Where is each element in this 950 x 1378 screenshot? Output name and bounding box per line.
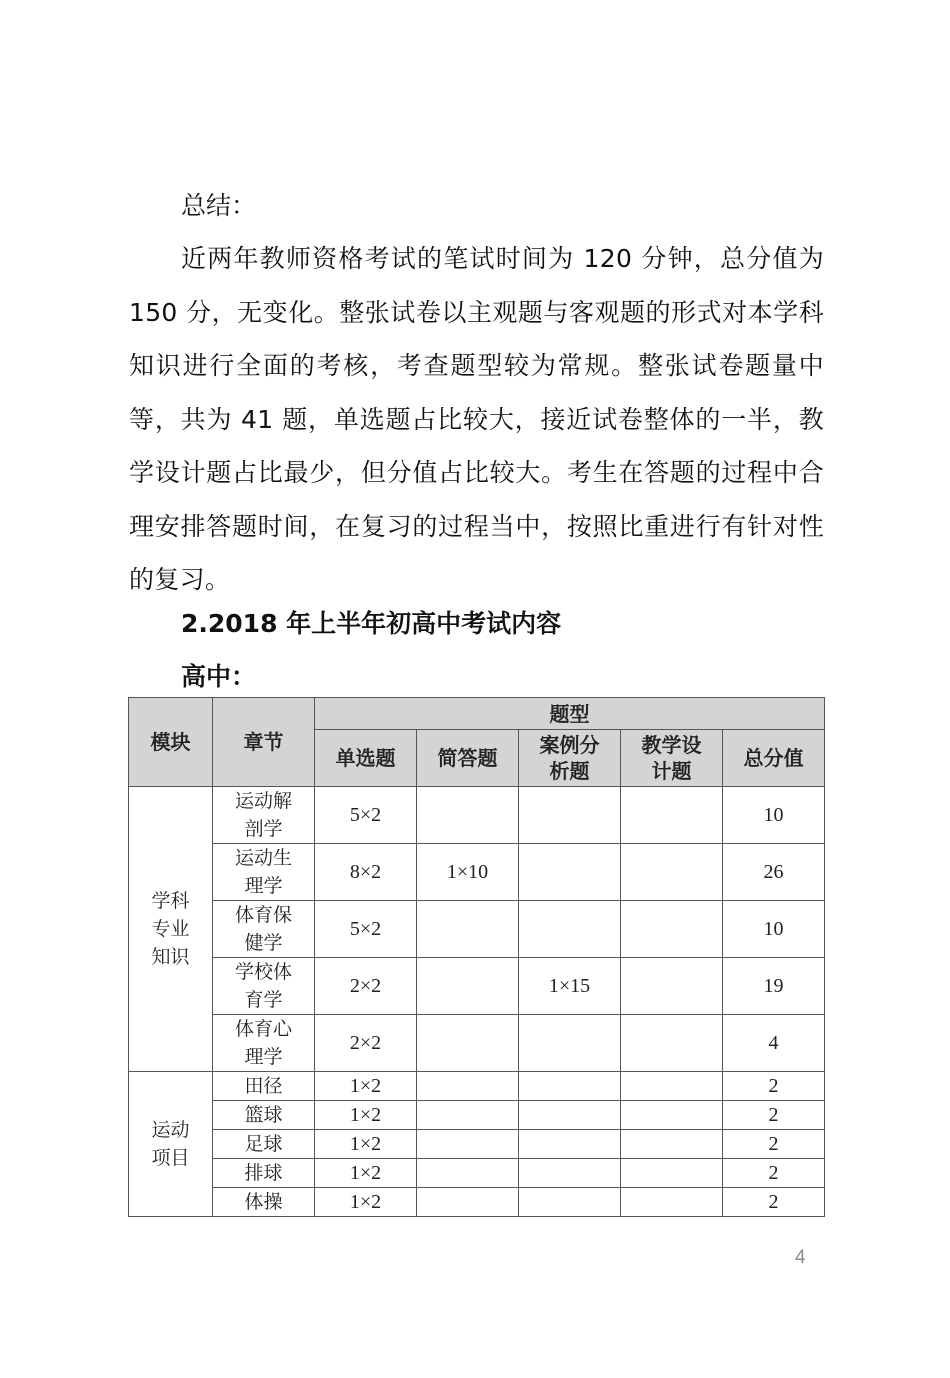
chapter-cell: 体操 bbox=[213, 1188, 315, 1217]
chapter-text: 体育心理学 bbox=[234, 1018, 292, 1068]
teaching-design-cell bbox=[621, 1072, 723, 1101]
case-analysis-cell bbox=[519, 901, 621, 958]
total-cell: 4 bbox=[723, 1015, 825, 1072]
sub-title: 高中： bbox=[181, 662, 257, 691]
summary-label: 总结： bbox=[181, 191, 257, 220]
chapter-text: 体育保健学 bbox=[234, 904, 292, 954]
header-teaching-design-text: 教学设计题 bbox=[641, 733, 702, 783]
chapter-cell bbox=[213, 844, 315, 901]
short-answer-cell bbox=[417, 1015, 519, 1072]
single-choice-cell: 5×2 bbox=[315, 901, 417, 958]
teaching-design-cell bbox=[621, 844, 723, 901]
total-cell: 19 bbox=[723, 958, 825, 1015]
header-single-choice: 单选题 bbox=[315, 730, 417, 787]
single-choice-cell: 1×2 bbox=[315, 1072, 417, 1101]
table-row bbox=[129, 1072, 825, 1101]
chapter-cell: 篮球 bbox=[213, 1101, 315, 1130]
teaching-design-cell bbox=[621, 1130, 723, 1159]
teaching-design-cell bbox=[621, 1159, 723, 1188]
chapter-cell bbox=[213, 958, 315, 1015]
table-row bbox=[129, 787, 825, 844]
single-choice-cell: 1×2 bbox=[315, 1188, 417, 1217]
chapter-cell: 排球 bbox=[213, 1159, 315, 1188]
table-row bbox=[129, 958, 825, 1015]
table-row bbox=[129, 901, 825, 958]
single-choice-cell: 5×2 bbox=[315, 787, 417, 844]
teaching-design-cell bbox=[621, 1188, 723, 1217]
case-analysis-cell bbox=[519, 1072, 621, 1101]
table-row bbox=[129, 1130, 825, 1159]
short-answer-cell bbox=[417, 1188, 519, 1217]
module-text: 学科专业知识 bbox=[151, 890, 190, 968]
total-cell: 10 bbox=[723, 901, 825, 958]
header-chapter: 章节 bbox=[213, 698, 315, 787]
table-row bbox=[129, 1188, 825, 1217]
single-choice-cell: 2×2 bbox=[315, 1015, 417, 1072]
total-cell: 2 bbox=[723, 1188, 825, 1217]
chapter-cell: 足球 bbox=[213, 1130, 315, 1159]
summary-paragraph: 近两年教师资格考试的笔试时间为 120 分钟，总分值为 150 分，无变化。整张试卷以主观题与客观题的形式对本学科知识进行全面的考核，考查题型较为常规。整张试卷题量中等，共为 41 题，单选题占比较大，接近试卷整体的一半，教学设计题占比最少，但分值占比较大。考生在答题的过程中合理安排答题时间，在复习的过程当中，按照比重进行有针对性的复习。 bbox=[129, 244, 824, 594]
case-analysis-cell: 1×15 bbox=[519, 958, 621, 1015]
short-answer-cell bbox=[417, 1130, 519, 1159]
table-row bbox=[129, 1015, 825, 1072]
chapter-cell bbox=[213, 1015, 315, 1072]
total-cell: 26 bbox=[723, 844, 825, 901]
chapter-text: 运动解剖学 bbox=[234, 790, 292, 840]
single-choice-cell: 1×2 bbox=[315, 1159, 417, 1188]
section-title: 2.2018 年上半年初高中考试内容 bbox=[181, 609, 562, 638]
short-answer-cell bbox=[417, 1159, 519, 1188]
table-row bbox=[129, 844, 825, 901]
header-total: 总分值 bbox=[723, 730, 825, 787]
single-choice-cell: 1×2 bbox=[315, 1130, 417, 1159]
case-analysis-cell bbox=[519, 1015, 621, 1072]
teaching-design-cell bbox=[621, 958, 723, 1015]
chapter-cell bbox=[213, 901, 315, 958]
header-case-analysis bbox=[519, 730, 621, 787]
case-analysis-cell bbox=[519, 1130, 621, 1159]
total-cell: 10 bbox=[723, 787, 825, 844]
exam-content-table bbox=[128, 697, 825, 1217]
single-choice-cell: 1×2 bbox=[315, 1101, 417, 1130]
single-choice-cell: 2×2 bbox=[315, 958, 417, 1015]
case-analysis-cell bbox=[519, 1188, 621, 1217]
single-choice-cell: 8×2 bbox=[315, 844, 417, 901]
short-answer-cell bbox=[417, 787, 519, 844]
case-analysis-cell bbox=[519, 1101, 621, 1130]
short-answer-cell bbox=[417, 901, 519, 958]
chapter-cell: 田径 bbox=[213, 1072, 315, 1101]
header-question-type: 题型 bbox=[315, 698, 825, 730]
total-cell: 2 bbox=[723, 1101, 825, 1130]
total-cell: 2 bbox=[723, 1130, 825, 1159]
header-short-answer: 简答题 bbox=[417, 730, 519, 787]
module-text: 运动项目 bbox=[151, 1119, 190, 1169]
teaching-design-cell bbox=[621, 1101, 723, 1130]
teaching-design-cell bbox=[621, 787, 723, 844]
short-answer-cell bbox=[417, 958, 519, 1015]
module-cell bbox=[129, 1072, 213, 1217]
short-answer-cell: 1×10 bbox=[417, 844, 519, 901]
total-cell: 2 bbox=[723, 1072, 825, 1101]
total-cell: 2 bbox=[723, 1159, 825, 1188]
chapter-text: 运动生理学 bbox=[234, 847, 292, 897]
case-analysis-cell bbox=[519, 844, 621, 901]
teaching-design-cell bbox=[621, 1015, 723, 1072]
case-analysis-cell bbox=[519, 1159, 621, 1188]
header-case-analysis-text: 案例分析题 bbox=[539, 733, 600, 783]
teaching-design-cell bbox=[621, 901, 723, 958]
short-answer-cell bbox=[417, 1072, 519, 1101]
table-row bbox=[129, 1101, 825, 1130]
chapter-text: 学校体育学 bbox=[234, 961, 292, 1011]
header-teaching-design bbox=[621, 730, 723, 787]
case-analysis-cell bbox=[519, 787, 621, 844]
page-number: 4 bbox=[795, 1247, 806, 1268]
short-answer-cell bbox=[417, 1101, 519, 1130]
chapter-cell bbox=[213, 787, 315, 844]
header-module: 模块 bbox=[129, 698, 213, 787]
module-cell bbox=[129, 787, 213, 1072]
table-row bbox=[129, 1159, 825, 1188]
